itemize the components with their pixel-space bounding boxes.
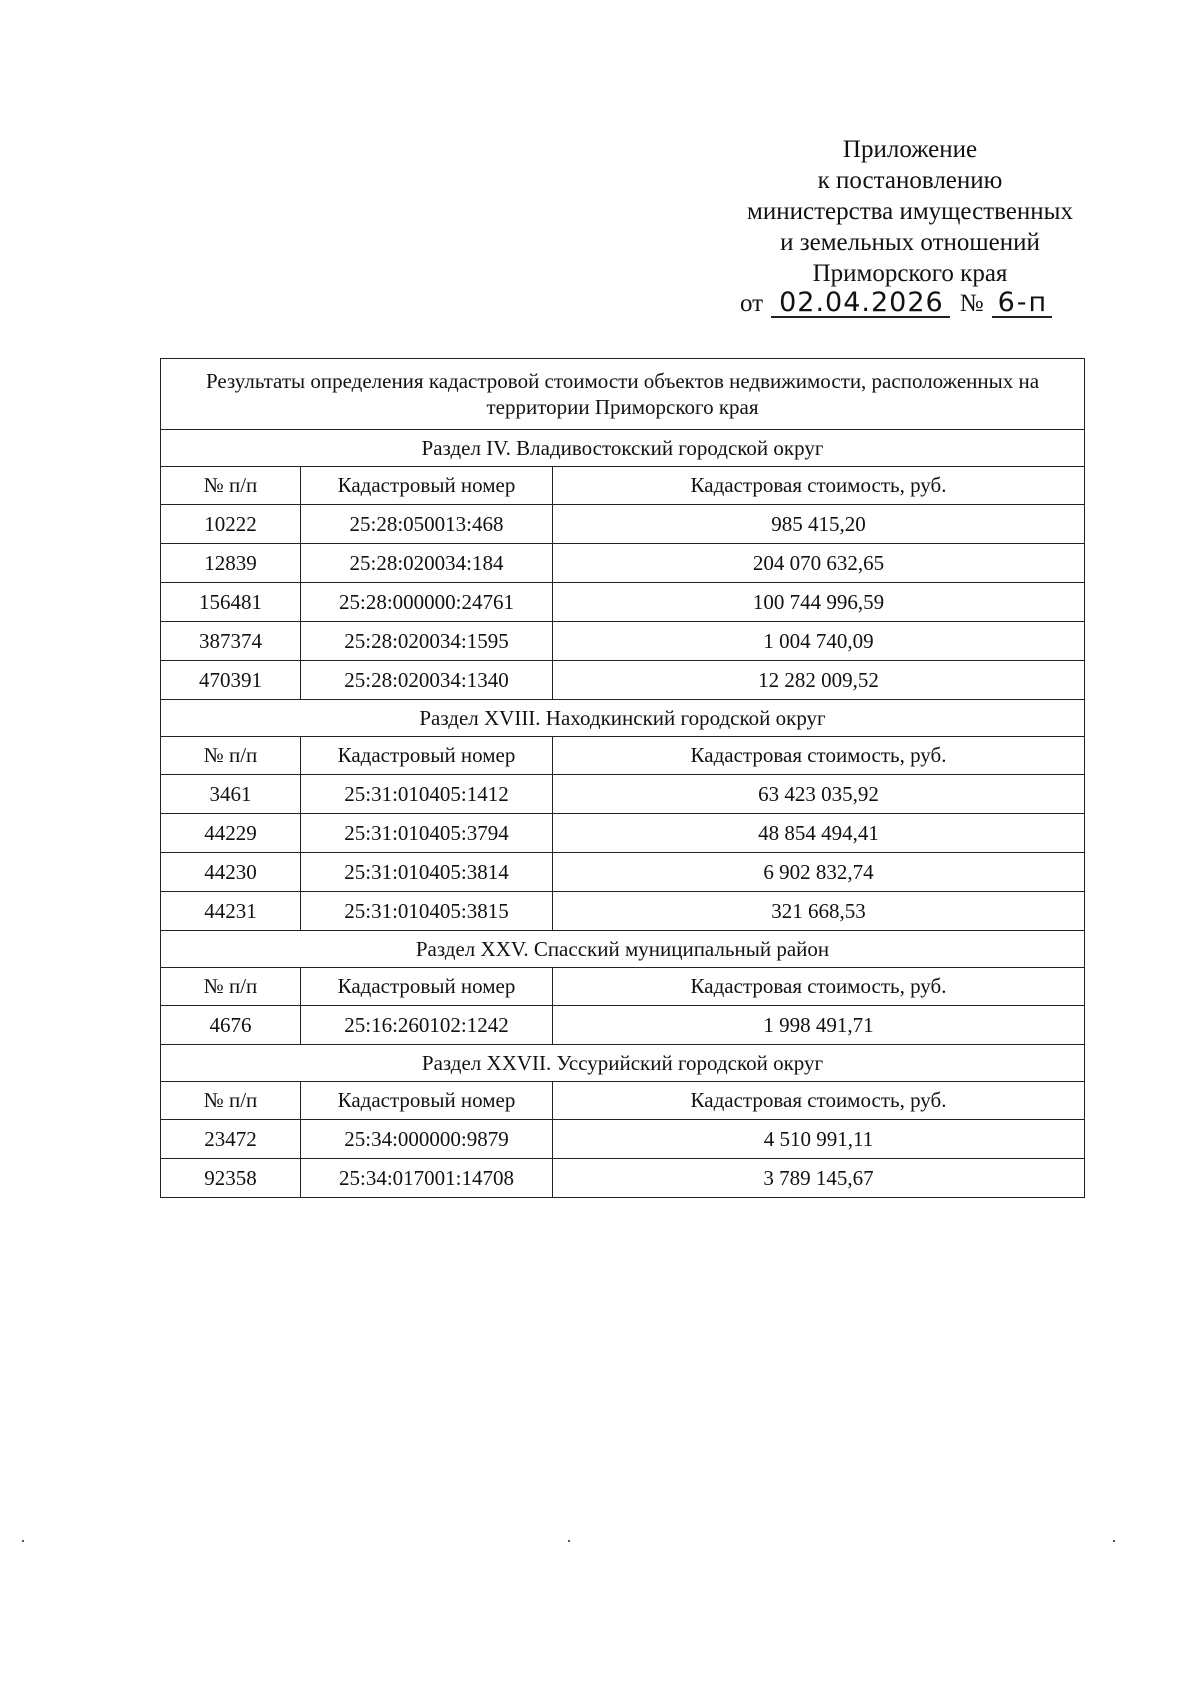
cell-index: 3461 bbox=[161, 775, 301, 814]
table-row bbox=[161, 505, 1085, 544]
cell-index: 156481 bbox=[161, 583, 301, 622]
table-title-row bbox=[161, 359, 1085, 430]
cell-cadastral-number: 25:31:010405:3815 bbox=[301, 892, 553, 931]
column-header-row bbox=[161, 968, 1085, 1006]
cell-cadastral-number: 25:28:020034:1595 bbox=[301, 622, 553, 661]
table-row bbox=[161, 661, 1085, 700]
column-header-cadastral-value: Кадастровая стоимость, руб. bbox=[553, 968, 1085, 1006]
cadastral-value-table bbox=[160, 358, 1085, 1198]
column-header-row bbox=[161, 1082, 1085, 1120]
cell-index: 23472 bbox=[161, 1120, 301, 1159]
cell-cadastral-number: 25:16:260102:1242 bbox=[301, 1006, 553, 1045]
section-row bbox=[161, 430, 1085, 467]
table-row bbox=[161, 1159, 1085, 1198]
date-number-line bbox=[740, 287, 1120, 318]
cell-cadastral-number: 25:28:000000:24761 bbox=[301, 583, 553, 622]
appendix-header bbox=[700, 134, 1120, 289]
section-title: Раздел XXV. Спасский муниципальный район bbox=[161, 931, 1085, 968]
column-header-index: № п/п bbox=[161, 968, 301, 1006]
cell-index: 44231 bbox=[161, 892, 301, 931]
table-row bbox=[161, 1120, 1085, 1159]
header-line-appendix: Приложение bbox=[842, 136, 978, 163]
column-header-cadastral-number: Кадастровый номер bbox=[301, 968, 553, 1006]
header-line-region: Приморского края bbox=[812, 260, 1008, 287]
number-sign: № bbox=[959, 290, 984, 317]
cell-cadastral-value: 1 004 740,09 bbox=[553, 622, 1085, 661]
table-row bbox=[161, 622, 1085, 661]
cell-cadastral-value: 100 744 996,59 bbox=[553, 583, 1085, 622]
cell-cadastral-value: 1 998 491,71 bbox=[553, 1006, 1085, 1045]
cell-index: 44229 bbox=[161, 814, 301, 853]
cell-cadastral-value: 985 415,20 bbox=[553, 505, 1085, 544]
handwritten-date: 02.04.2026 bbox=[771, 290, 950, 318]
cell-cadastral-number: 25:31:010405:3814 bbox=[301, 853, 553, 892]
cell-cadastral-value: 6 902 832,74 bbox=[553, 853, 1085, 892]
column-header-cadastral-number: Кадастровый номер bbox=[301, 1082, 553, 1120]
table-title: Результаты определения кадастровой стоимости объектов недвижимости, расположенных на территории Приморского края bbox=[161, 359, 1085, 430]
cell-cadastral-number: 25:34:000000:9879 bbox=[301, 1120, 553, 1159]
cell-index: 470391 bbox=[161, 661, 301, 700]
cell-cadastral-value: 63 423 035,92 bbox=[553, 775, 1085, 814]
column-header-cadastral-number: Кадастровый номер bbox=[301, 467, 553, 505]
cell-cadastral-number: 25:31:010405:3794 bbox=[301, 814, 553, 853]
cell-index: 44230 bbox=[161, 853, 301, 892]
table-body bbox=[161, 359, 1085, 1198]
cell-cadastral-value: 321 668,53 bbox=[553, 892, 1085, 931]
table-row bbox=[161, 853, 1085, 892]
header-line-resolution: к постановлению bbox=[817, 167, 1003, 194]
section-title: Раздел XXVII. Уссурийский городской округ bbox=[161, 1045, 1085, 1082]
table-row bbox=[161, 775, 1085, 814]
column-header-index: № п/п bbox=[161, 467, 301, 505]
cell-cadastral-number: 25:28:020034:184 bbox=[301, 544, 553, 583]
column-header-index: № п/п bbox=[161, 737, 301, 775]
cell-index: 12839 bbox=[161, 544, 301, 583]
scan-speck bbox=[1113, 1540, 1115, 1542]
handwritten-number: 6-п bbox=[992, 290, 1053, 318]
scan-speck bbox=[568, 1540, 570, 1542]
column-header-cadastral-number: Кадастровый номер bbox=[301, 737, 553, 775]
cell-cadastral-number: 25:28:020034:1340 bbox=[301, 661, 553, 700]
table-row bbox=[161, 1006, 1085, 1045]
cell-cadastral-value: 48 854 494,41 bbox=[553, 814, 1085, 853]
column-header-index: № п/п bbox=[161, 1082, 301, 1120]
section-row bbox=[161, 931, 1085, 968]
table-row bbox=[161, 583, 1085, 622]
column-header-row bbox=[161, 467, 1085, 505]
column-header-cadastral-value: Кадастровая стоимость, руб. bbox=[553, 737, 1085, 775]
header-line-relations: и земельных отношений bbox=[780, 229, 1040, 256]
scan-speck bbox=[22, 1540, 24, 1542]
cell-cadastral-number: 25:31:010405:1412 bbox=[301, 775, 553, 814]
table-row bbox=[161, 814, 1085, 853]
cell-cadastral-value: 3 789 145,67 bbox=[553, 1159, 1085, 1198]
section-row bbox=[161, 1045, 1085, 1082]
cell-cadastral-value: 12 282 009,52 bbox=[553, 661, 1085, 700]
cell-index: 4676 bbox=[161, 1006, 301, 1045]
header-line-ministry: министерства имущественных bbox=[747, 198, 1073, 225]
section-title: Раздел XVIII. Находкинский городской округ bbox=[161, 700, 1085, 737]
cell-index: 92358 bbox=[161, 1159, 301, 1198]
section-row bbox=[161, 700, 1085, 737]
section-title: Раздел IV. Владивостокский городской округ bbox=[161, 430, 1085, 467]
table-row bbox=[161, 544, 1085, 583]
column-header-cadastral-value: Кадастровая стоимость, руб. bbox=[553, 467, 1085, 505]
cell-cadastral-number: 25:34:017001:14708 bbox=[301, 1159, 553, 1198]
date-prefix: от bbox=[740, 290, 764, 317]
cell-cadastral-value: 4 510 991,11 bbox=[553, 1120, 1085, 1159]
column-header-row bbox=[161, 737, 1085, 775]
column-header-cadastral-value: Кадастровая стоимость, руб. bbox=[553, 1082, 1085, 1120]
cell-cadastral-number: 25:28:050013:468 bbox=[301, 505, 553, 544]
cell-index: 387374 bbox=[161, 622, 301, 661]
cell-cadastral-value: 204 070 632,65 bbox=[553, 544, 1085, 583]
table-row bbox=[161, 892, 1085, 931]
cell-index: 10222 bbox=[161, 505, 301, 544]
